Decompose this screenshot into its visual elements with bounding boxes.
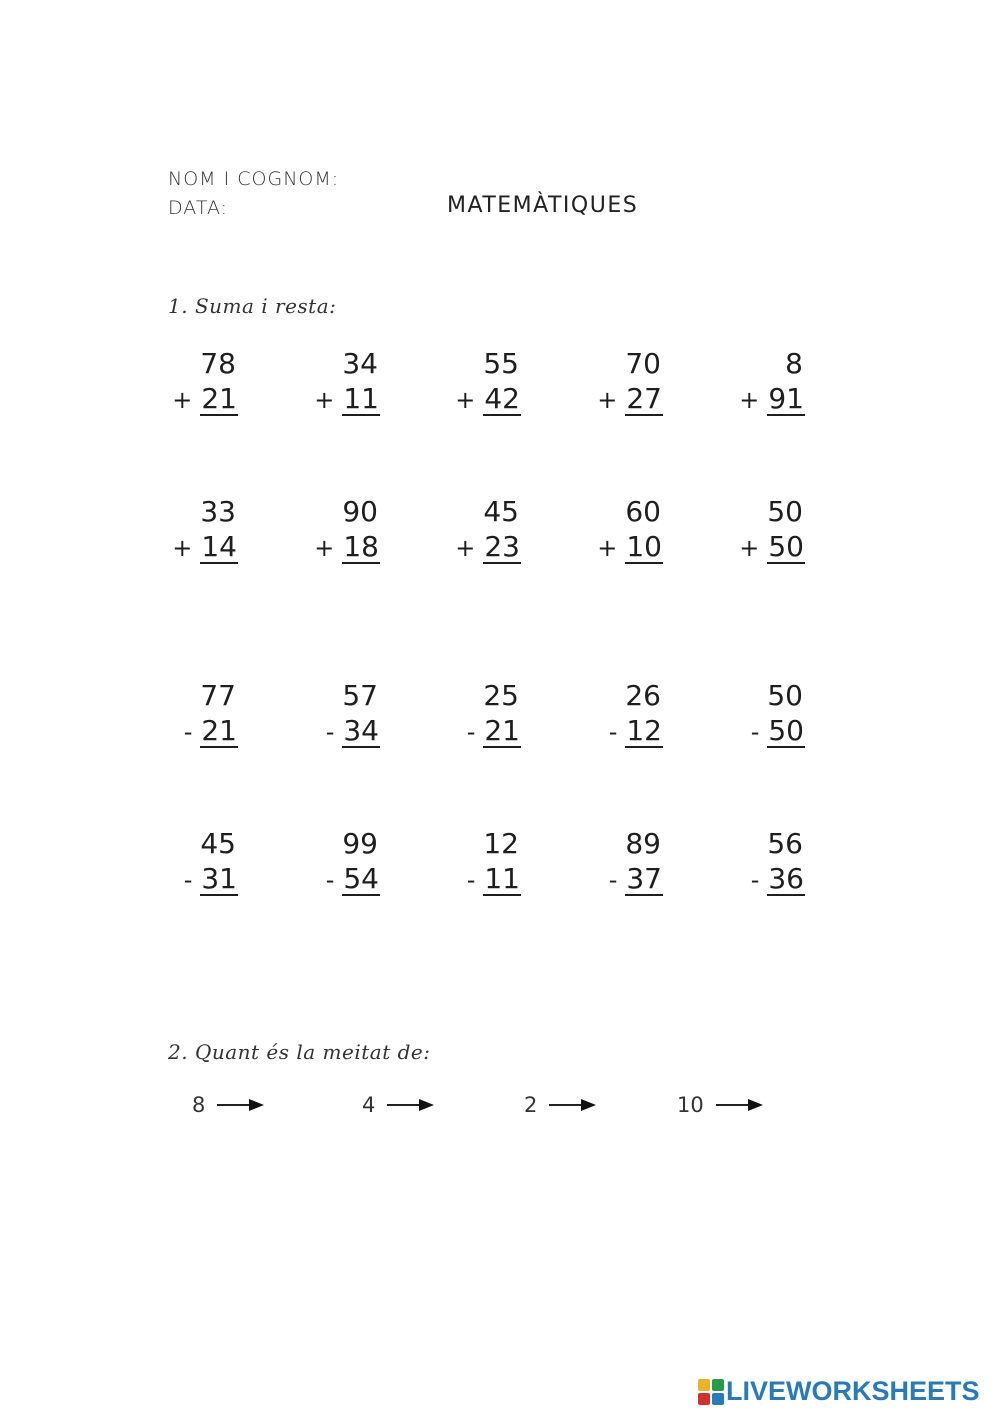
problem-bottom-number: 37	[626, 862, 662, 895]
plus-operator: +	[455, 534, 476, 562]
plus-operator: +	[739, 534, 760, 562]
problem-bottom-line	[593, 382, 663, 418]
problem-top-number: 25	[483, 679, 519, 712]
plus-operator: +	[314, 534, 335, 562]
problem-top-number: 77	[200, 679, 236, 712]
problem-2-3	[451, 494, 521, 566]
minus-operator: -	[183, 866, 193, 894]
plus-operator: +	[314, 386, 335, 414]
problem-bottom-number: 50	[768, 530, 804, 563]
problem-bottom-number: 18	[343, 530, 379, 563]
problem-top-number: 50	[767, 495, 803, 528]
problem-2-5	[735, 494, 805, 566]
half-number: 8	[192, 1093, 206, 1117]
problem-top-number: 12	[483, 827, 519, 860]
problem-bottom-number: 23	[484, 530, 520, 563]
problem-bottom-number: 36	[768, 862, 804, 895]
problem-bottom-number: 12	[626, 714, 662, 747]
problem-3-5	[735, 678, 805, 750]
problem-top-number: 56	[767, 827, 803, 860]
problem-top-number: 57	[342, 679, 378, 712]
plus-operator: +	[172, 534, 193, 562]
problem-bottom-line	[310, 382, 380, 418]
arrow-right-icon	[716, 1098, 764, 1112]
problem-top-number: 89	[625, 827, 661, 860]
half-number: 4	[362, 1093, 376, 1117]
problem-bottom-line	[735, 862, 805, 898]
problem-1-3	[451, 346, 521, 418]
problem-top-number: 99	[342, 827, 378, 860]
problem-2-2	[310, 494, 380, 566]
minus-operator: -	[325, 866, 335, 894]
problem-bottom-line	[451, 382, 521, 418]
problem-4-1	[168, 826, 238, 898]
problem-1-5	[735, 346, 805, 418]
minus-operator: -	[325, 718, 335, 746]
minus-operator: -	[750, 718, 760, 746]
plus-operator: +	[739, 386, 760, 414]
problem-bottom-number: 11	[484, 862, 520, 895]
half-item	[192, 1093, 265, 1117]
name-label: NOM I COGNOM:	[168, 168, 340, 190]
minus-operator: -	[608, 866, 618, 894]
problem-bottom-line	[451, 530, 521, 566]
arrow-right-icon	[217, 1098, 265, 1112]
problem-2-1	[168, 494, 238, 566]
problem-bottom-number: 31	[201, 862, 237, 895]
problem-top-number: 26	[625, 679, 661, 712]
problem-1-4	[593, 346, 663, 418]
plus-operator: +	[597, 386, 618, 414]
problem-top-number: 78	[200, 347, 236, 380]
problem-top-number: 55	[483, 347, 519, 380]
minus-operator: -	[466, 718, 476, 746]
problem-bottom-line	[735, 530, 805, 566]
problem-4-3	[451, 826, 521, 898]
problem-bottom-line	[451, 862, 521, 898]
problem-bottom-line	[735, 382, 805, 418]
problem-bottom-number: 21	[484, 714, 520, 747]
problem-top-number: 45	[200, 827, 236, 860]
problem-bottom-line	[310, 862, 380, 898]
problem-4-4	[593, 826, 663, 898]
problem-bottom-number: 21	[201, 714, 237, 747]
problem-bottom-number: 42	[484, 382, 520, 415]
problem-bottom-number: 34	[343, 714, 379, 747]
problem-top-number: 90	[342, 495, 378, 528]
plus-operator: +	[597, 534, 618, 562]
problem-bottom-line	[168, 382, 238, 418]
problem-bottom-line	[593, 530, 663, 566]
problem-bottom-line	[168, 714, 238, 750]
date-label: DATA:	[168, 197, 229, 219]
half-number: 2	[524, 1093, 538, 1117]
problem-bottom-line	[168, 862, 238, 898]
problem-bottom-line	[168, 530, 238, 566]
problem-bottom-number: 21	[201, 382, 237, 415]
problem-3-3	[451, 678, 521, 750]
arrow-right-icon	[387, 1098, 435, 1112]
problem-bottom-line	[310, 530, 380, 566]
problem-top-number: 70	[625, 347, 661, 380]
problem-top-number: 60	[625, 495, 661, 528]
problem-top-number: 34	[342, 347, 378, 380]
problem-bottom-line	[735, 714, 805, 750]
page-title: MATEMÀTIQUES	[447, 193, 639, 218]
problem-3-1	[168, 678, 238, 750]
problem-bottom-number: 91	[768, 382, 804, 415]
problem-bottom-number: 10	[626, 530, 662, 563]
plus-operator: +	[172, 386, 193, 414]
problem-3-4	[593, 678, 663, 750]
problem-top-number: 45	[483, 495, 519, 528]
half-item	[524, 1093, 597, 1117]
half-item	[677, 1093, 764, 1117]
problem-2-4	[593, 494, 663, 566]
logo-icon	[698, 1379, 724, 1405]
problem-1-2	[310, 346, 380, 418]
section-2-title: 2. Quant és la meitat de:	[168, 1040, 431, 1064]
problem-bottom-line	[593, 862, 663, 898]
logo-text: LIVEWORKSHEETS	[726, 1376, 980, 1406]
problem-bottom-number: 50	[768, 714, 804, 747]
problem-1-1	[168, 346, 238, 418]
arrow-right-icon	[549, 1098, 597, 1112]
problem-bottom-number: 11	[343, 382, 379, 415]
section-1-title: 1. Suma i resta:	[168, 294, 337, 318]
minus-operator: -	[466, 866, 476, 894]
problem-top-number: 8	[785, 347, 803, 380]
plus-operator: +	[455, 386, 476, 414]
problem-4-5	[735, 826, 805, 898]
half-item	[362, 1093, 435, 1117]
problem-3-2	[310, 678, 380, 750]
minus-operator: -	[750, 866, 760, 894]
minus-operator: -	[608, 718, 618, 746]
problem-top-number: 33	[200, 495, 236, 528]
problem-bottom-number: 14	[201, 530, 237, 563]
problem-bottom-line	[451, 714, 521, 750]
minus-operator: -	[183, 718, 193, 746]
problem-bottom-number: 27	[626, 382, 662, 415]
problem-bottom-line	[310, 714, 380, 750]
liveworksheets-logo	[698, 1376, 980, 1407]
half-number: 10	[677, 1093, 704, 1117]
problem-top-number: 50	[767, 679, 803, 712]
problem-bottom-number: 54	[343, 862, 379, 895]
problem-4-2	[310, 826, 380, 898]
problem-bottom-line	[593, 714, 663, 750]
